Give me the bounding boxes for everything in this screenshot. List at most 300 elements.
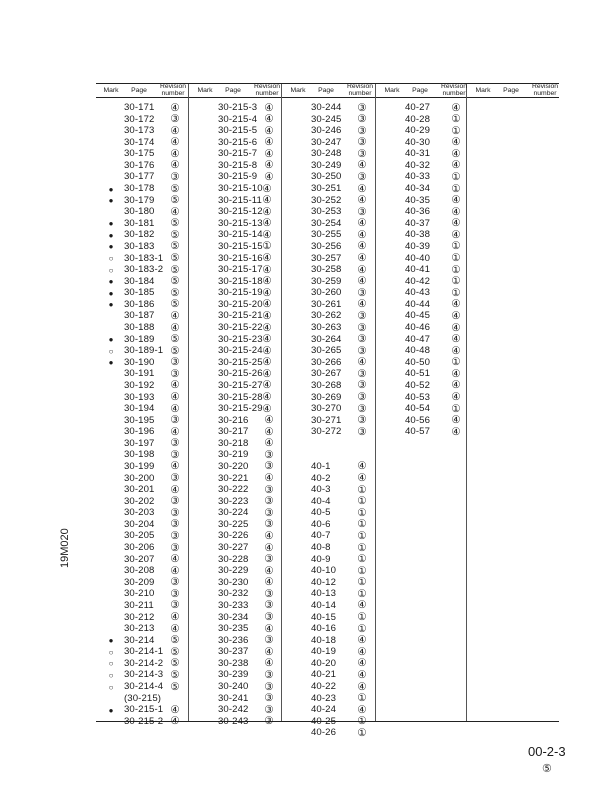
page-ref: 30-227	[218, 542, 249, 554]
revision-number: ④	[451, 228, 461, 241]
page-ref: 30-245	[311, 113, 342, 125]
page-ref: 30-240	[218, 681, 249, 692]
revision-number: ③	[357, 402, 367, 415]
page-ref: 30-265	[311, 345, 342, 357]
revision-mark: ○	[108, 670, 114, 680]
page-ref: 30-258	[311, 264, 342, 276]
page-ref: 30-171	[124, 102, 155, 113]
page-ref: 30-213	[124, 623, 155, 635]
page-ref: 30-215-15	[218, 240, 263, 252]
header-page: Page	[412, 87, 428, 94]
revision-number: ①	[357, 726, 367, 739]
page-ref: 30-173	[124, 125, 155, 137]
page-ref: 30-215-3	[218, 102, 258, 113]
revision-number: ④	[357, 657, 367, 670]
revision-number: ①	[451, 240, 461, 253]
revision-number: ③	[357, 170, 367, 183]
header-page: Page	[318, 87, 334, 94]
page-ref: 30-251	[311, 183, 342, 195]
revision-number: ⑤	[170, 333, 180, 346]
revision-number: ④	[451, 217, 461, 230]
revision-number: ④	[451, 333, 461, 346]
page-ref: 40-10	[311, 565, 337, 577]
page-ref: 30-266	[311, 356, 342, 368]
revision-number: ③	[170, 529, 180, 542]
revision-number: ④	[357, 668, 367, 681]
page-ref: 30-215-12	[218, 206, 263, 218]
page-ref: 40-8	[311, 542, 331, 554]
page-ref: 30-215-23	[218, 333, 263, 345]
revision-number: ④	[264, 645, 274, 658]
revision-mark: ○	[108, 346, 114, 356]
revision-number: ①	[357, 692, 367, 705]
revision-number: ⑤	[170, 344, 180, 357]
page-ref: 40-47	[405, 333, 431, 345]
revision-number: ④	[357, 240, 367, 253]
revision-number: ①	[451, 252, 461, 265]
page-ref: 40-23	[311, 692, 337, 704]
header-page: Page	[503, 87, 519, 94]
revision-number: ①	[451, 170, 461, 183]
revision-number: ④	[264, 529, 274, 542]
side-code: 19M020	[59, 528, 71, 568]
page-ref: 30-211	[124, 599, 154, 611]
page-ref: 30-243	[218, 715, 249, 727]
page-ref: 30-180	[124, 206, 155, 218]
page-ref: 40-53	[405, 391, 431, 403]
revision-mark: ●	[108, 277, 114, 287]
page-ref: 40-54	[405, 403, 431, 415]
revision-number: ③	[357, 391, 367, 403]
revision-number: ④	[357, 263, 367, 276]
page-ref: 30-172	[124, 113, 155, 125]
revision-number: ③	[264, 506, 274, 519]
page-ref: 30-181	[124, 217, 155, 229]
revision-number: ①	[357, 564, 367, 577]
page-ref: 30-221	[218, 472, 249, 484]
page-ref: 40-7	[311, 530, 331, 542]
revision-number: ①	[451, 113, 461, 126]
revision-number: ③	[170, 414, 180, 427]
header-revision: Revision	[253, 83, 281, 90]
page-ref: 30-188	[124, 322, 155, 334]
page-ref: 40-35	[405, 194, 431, 206]
page-ref: 30-195	[124, 414, 155, 426]
revision-number: ⑤	[170, 194, 180, 207]
revision-mark: ●	[108, 184, 114, 194]
revision-number: ④	[357, 680, 367, 693]
revision-number: ③	[170, 356, 180, 369]
revision-number: ③	[357, 333, 367, 346]
revision-number: ①	[357, 495, 367, 508]
page-ref: 40-18	[311, 634, 337, 646]
revision-number: ⑤	[170, 240, 180, 253]
page-ref: 30-271	[311, 414, 342, 426]
page-ref: 30-224	[218, 507, 249, 519]
revision-number: ④	[264, 576, 274, 589]
page-ref: 30-254	[311, 217, 342, 229]
revision-number: ③	[357, 124, 367, 137]
header-page: Page	[225, 87, 241, 94]
revision-number: ⑤	[170, 217, 180, 230]
revision-number: ④	[170, 309, 180, 322]
page-ref: 30-260	[311, 287, 342, 299]
page-ref: 30-267	[311, 368, 342, 380]
revision-number: ①	[451, 356, 461, 369]
revision-mark: ○	[108, 647, 114, 657]
revision-number: ⑤	[170, 228, 180, 241]
page-ref: 30-197	[124, 437, 155, 449]
revision-number: ④	[264, 472, 274, 485]
revision-number: ①	[357, 622, 367, 635]
page-ref: 30-193	[124, 391, 155, 403]
header-mark: Mark	[384, 87, 400, 94]
revision-number: ⑤	[170, 657, 180, 670]
page-ref: 30-256	[311, 240, 342, 252]
header-revision: Revision	[531, 83, 559, 90]
revision-number: ①	[451, 275, 461, 288]
page-ref: 40-51	[405, 368, 431, 380]
revision-number: ④	[170, 622, 180, 635]
page-ref: 40-41	[405, 264, 431, 276]
revision-number: ④	[264, 124, 274, 137]
revision-number: ①	[357, 483, 367, 496]
revision-number: ③	[357, 205, 367, 218]
revision-number: ④	[264, 159, 274, 172]
page-ref: 30-209	[124, 576, 155, 588]
revision-number: ⑤	[170, 680, 180, 693]
revision-number: ③	[357, 344, 367, 357]
page-ref: 30-215-6	[218, 136, 258, 148]
revision-number: ③	[357, 309, 367, 322]
page-ref: 30-215-21	[218, 310, 263, 322]
page-ref: 30-215-26	[218, 368, 263, 380]
revision-number: ④	[262, 367, 272, 380]
revision-number: ①	[357, 611, 367, 624]
page-ref: 40-4	[311, 495, 331, 507]
revision-number: ④	[264, 657, 274, 670]
page-ref: 30-183	[124, 240, 155, 252]
revision-number: ①	[357, 553, 367, 566]
revision-number: ⑤	[170, 286, 180, 299]
revision-number: ④	[170, 425, 180, 438]
revision-number: ③	[357, 321, 367, 334]
revision-number: ③	[264, 518, 274, 531]
revision-number: ⑤	[170, 668, 180, 681]
page-ref: 30-183-2	[124, 264, 164, 276]
revision-mark: ●	[108, 242, 114, 252]
revision-number: ④	[264, 437, 274, 450]
revision-number: ④	[262, 252, 272, 265]
page-ref: 30-177	[124, 171, 155, 183]
revision-number: ④	[357, 599, 367, 612]
page-ref: 30-257	[311, 252, 342, 264]
revision-number: ①	[357, 529, 367, 542]
revision-number: ④	[357, 228, 367, 241]
revision-number: ③	[357, 147, 367, 160]
page-ref: 40-25	[311, 715, 337, 727]
revision-number: ⑤	[170, 252, 180, 265]
page-ref: 40-42	[405, 275, 431, 287]
page-ref: 30-262	[311, 310, 342, 322]
revision-number: ①	[451, 182, 461, 195]
revision-number: ①	[357, 715, 367, 728]
page-ref: 30-215-14	[218, 229, 263, 241]
page-ref: 30-226	[218, 530, 249, 542]
page-ref: 30-191	[124, 368, 155, 380]
revision-number: ③	[170, 576, 180, 589]
revision-number: ④	[451, 321, 461, 334]
page-ref: 30-263	[311, 322, 342, 334]
page-ref: 30-214-2	[124, 657, 164, 669]
page-ref: 40-1	[311, 460, 331, 472]
header-revision: Revision	[440, 83, 468, 90]
revision-number: ④	[451, 147, 461, 160]
revision-number: ③	[357, 113, 367, 126]
page-ref: 40-46	[405, 322, 431, 334]
revision-number: ③	[264, 611, 274, 624]
page-ref: 30-189-1	[124, 345, 164, 357]
revision-number: ④	[262, 333, 272, 346]
page-ref: 40-14	[311, 599, 337, 611]
revision-number: ④	[262, 356, 272, 369]
revision-number: ①	[451, 286, 461, 299]
page-ref: 40-29	[405, 125, 431, 137]
page-ref: 30-261	[311, 298, 342, 310]
page-ref: 30-246	[311, 125, 342, 137]
page-ref: 30-186	[124, 298, 155, 310]
page-ref: 40-37	[405, 217, 431, 229]
header-mark: Mark	[475, 87, 491, 94]
revision-mark: ●	[108, 230, 114, 240]
page-ref: 30-237	[218, 646, 249, 658]
page-ref: 30-238	[218, 657, 249, 669]
revision-number: ④	[451, 344, 461, 357]
page-ref: 30-215-9	[218, 171, 258, 183]
page-ref: 30-217	[218, 426, 249, 438]
page-ref: 30-185	[124, 287, 155, 299]
revision-number: ④	[262, 402, 272, 415]
revision-number: ④	[262, 391, 272, 403]
revision-number: ③	[264, 553, 274, 566]
revision-number: ④	[262, 275, 272, 288]
page-ref: 30-242	[218, 704, 249, 716]
page-ref: 40-12	[311, 576, 337, 588]
page-ref: 40-21	[311, 669, 337, 681]
page-ref: 40-44	[405, 298, 431, 310]
revision-number: ④	[262, 228, 272, 241]
page-ref: 40-13	[311, 588, 337, 600]
revision-number: ④	[262, 194, 272, 207]
header-page: Page	[131, 87, 147, 94]
revision-number: ④	[170, 391, 180, 403]
revision-number: ③	[357, 414, 367, 427]
page-ref: 40-9	[311, 553, 331, 565]
revision-number: ④	[264, 101, 274, 114]
page-ref: 30-233	[218, 599, 249, 611]
page-ref: 30-215-13	[218, 217, 263, 229]
page-ref: 30-207	[124, 553, 155, 565]
page-ref: 30-215-11	[218, 194, 262, 206]
page-ref: 40-57	[405, 426, 431, 438]
page-ref: 30-214	[124, 634, 155, 646]
revision-number: ④	[357, 252, 367, 265]
page-ref: 40-34	[405, 183, 431, 195]
page-ref: 30-215-5	[218, 125, 258, 137]
page-ref: 40-27	[405, 102, 431, 113]
header-revision-number: number	[161, 90, 185, 97]
revision-number: ④	[451, 159, 461, 172]
revision-number: ④	[264, 541, 274, 554]
revision-number: ①	[357, 576, 367, 589]
revision-number: ③	[264, 634, 274, 647]
revision-number: ④	[451, 379, 461, 392]
header-rule	[96, 97, 559, 98]
revision-mark: ●	[108, 705, 114, 715]
revision-number: ④	[262, 286, 272, 299]
revision-number: ①	[357, 587, 367, 600]
page-ref: 40-33	[405, 171, 431, 183]
revision-number: ⑤	[170, 182, 180, 195]
revision-number: ④	[357, 645, 367, 658]
revision-number: ④	[264, 622, 274, 635]
page-ref: 30-215-19	[218, 287, 263, 299]
page-ref: 30-253	[311, 206, 342, 218]
page-ref: 30-215-17	[218, 264, 263, 276]
revision-number: ①	[451, 263, 461, 276]
page-ref: 40-22	[311, 681, 337, 692]
page-ref: 30-203	[124, 507, 155, 519]
page-ref: 40-24	[311, 704, 337, 716]
header-revision: Revision	[159, 83, 187, 90]
page-ref: 30-219	[218, 449, 249, 461]
page-ref: 30-268	[311, 379, 342, 391]
revision-number: ④	[264, 170, 274, 183]
column-divider	[466, 84, 467, 721]
page-ref: 40-6	[311, 518, 331, 530]
page-ref: 40-26	[311, 727, 337, 739]
page-ref: 30-200	[124, 472, 155, 484]
revision-number: ④	[170, 703, 180, 716]
revision-mark: ○	[108, 265, 114, 275]
page-ref: 30-220	[218, 460, 249, 472]
page-ref: 30-210	[124, 588, 155, 600]
revision-number: ④	[264, 564, 274, 577]
page-ref: 30-215-16	[218, 252, 263, 264]
revision-number: ③	[170, 170, 180, 183]
page-ref: 30-229	[218, 565, 249, 577]
revision-number: ③	[170, 472, 180, 485]
page-ref: 40-2	[311, 472, 331, 484]
header-revision-number: number	[255, 90, 279, 97]
revision-mark: ●	[108, 300, 114, 310]
header-mark: Mark	[197, 87, 213, 94]
revision-number: ④	[170, 159, 180, 172]
page-ref: 30-178	[124, 183, 155, 195]
revision-number: ④	[170, 147, 180, 160]
revision-number: ④	[262, 205, 272, 218]
revision-number: ①	[357, 518, 367, 531]
revision-number: ④	[451, 367, 461, 380]
revision-number: ④	[264, 136, 274, 149]
revision-number: ④	[357, 182, 367, 195]
page-ref: 40-31	[405, 148, 431, 160]
page-ref: 30-183-1	[124, 252, 164, 264]
revision-number: ④	[264, 425, 274, 438]
header-revision-number: number	[533, 90, 557, 97]
revision-mark: ●	[108, 636, 114, 646]
header-revision: Revision	[346, 83, 374, 90]
page-ref: 30-179	[124, 194, 155, 206]
revision-number: ④	[264, 113, 274, 126]
page-ref: 30-247	[311, 136, 342, 148]
revision-mark: ●	[108, 358, 114, 368]
revision-number: ④	[170, 553, 180, 566]
revision-number: ③	[264, 448, 274, 461]
revision-number: ④	[357, 460, 367, 473]
page-ref: 30-214-4	[124, 681, 164, 692]
revision-number: ④	[170, 483, 180, 496]
page-ref: 40-50	[405, 356, 431, 368]
revision-number: ④	[357, 159, 367, 172]
page-ref: 30-228	[218, 553, 249, 565]
page-ref: 30-215-28	[218, 391, 263, 403]
page-ref: 30-232	[218, 588, 249, 600]
revision-number: ④	[357, 298, 367, 311]
page-ref: 30-259	[311, 275, 342, 287]
page-ref: 40-15	[311, 611, 337, 623]
revision-number: ④	[262, 309, 272, 322]
page-ref: 40-20	[311, 657, 337, 669]
page-ref: 30-244	[311, 102, 342, 113]
page-ref: 30-222	[218, 484, 249, 496]
page-ref: 30-190	[124, 356, 155, 368]
page-ref: 30-250	[311, 171, 342, 183]
revision-number: ④	[451, 391, 461, 403]
page-ref: 30-270	[311, 403, 342, 415]
page-ref: 30-269	[311, 391, 342, 403]
revision-number: ③	[170, 495, 180, 508]
page-ref: 30-198	[124, 449, 155, 461]
revision-number: ③	[170, 518, 180, 531]
revision-number: ④	[170, 379, 180, 392]
revision-number: ④	[451, 298, 461, 311]
page-ref: 30-192	[124, 379, 155, 391]
revision-number: ④	[170, 124, 180, 137]
revision-number: ③	[264, 715, 274, 728]
page-ref: 30-206	[124, 542, 155, 554]
page-ref: 30-241	[218, 692, 249, 704]
page-ref: 30-182	[124, 229, 155, 241]
revision-number: ③	[264, 587, 274, 600]
page-ref: 30-215-24	[218, 345, 263, 357]
page-ref: 30-230	[218, 576, 249, 588]
page-ref: 30-215-22	[218, 322, 263, 334]
revision-number: ③	[357, 286, 367, 299]
revision-number: ④	[357, 356, 367, 369]
page-ref: 30-189	[124, 333, 155, 345]
page-ref: 40-16	[311, 623, 337, 635]
revision-number: ④	[264, 147, 274, 160]
revision-number: ④	[451, 205, 461, 218]
page-ref: 30-264	[311, 333, 342, 345]
revision-number: ③	[170, 506, 180, 519]
page-ref: 30-174	[124, 136, 155, 148]
revision-number: ④	[170, 460, 180, 473]
page-ref: 30-248	[311, 148, 342, 160]
page-ref: (30-215)	[124, 692, 162, 704]
page-ref: 30-204	[124, 518, 155, 530]
